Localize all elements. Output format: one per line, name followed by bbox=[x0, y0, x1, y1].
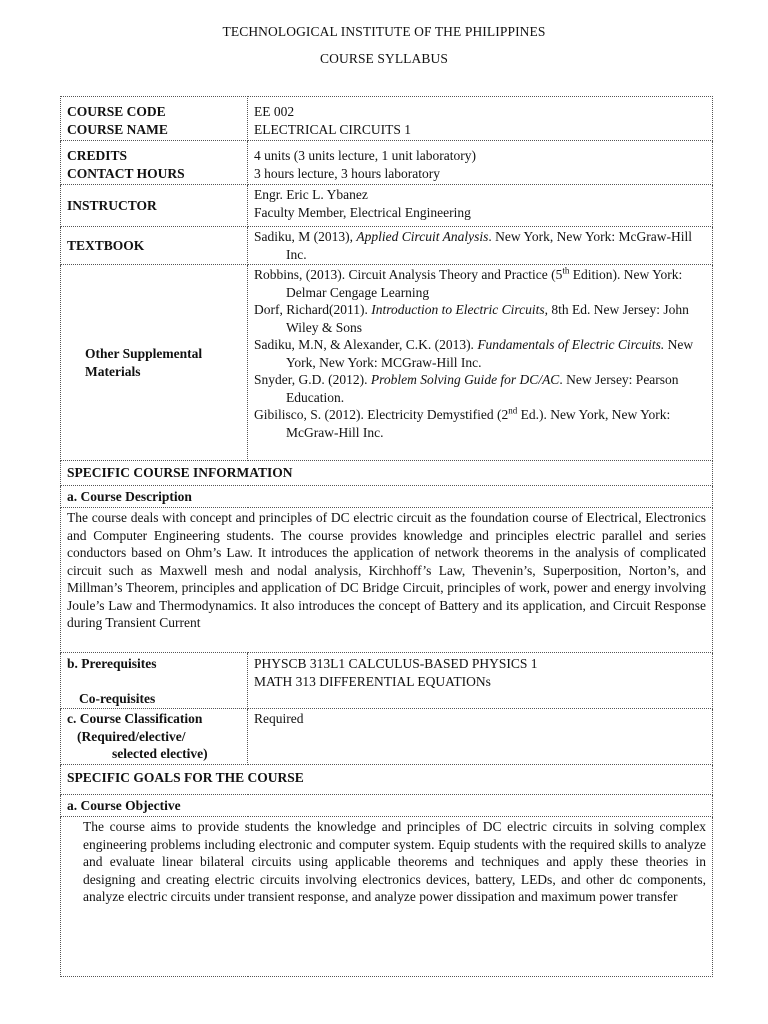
course-objective-text: The course aims to provide students the knowledge and principles of DC electric circuits in solving complex engineering problems including electronic and computer system. Equip students with the required skills to analyze and evaluate linear bilateral circuits using applicable theorems and techniques and apply these theories in designing and creating electric circuits involving electronics devices, battery, LEDs, and other dc components, analyze electric circuits under transient response, and analyze power dissipation and maximum power transfer bbox=[61, 817, 713, 977]
textbook-label: TEXTBOOK bbox=[61, 227, 248, 265]
supplemental-ref-2: Dorf, Richard(2011). Introduction to Electric Circuits, 8th Ed. New Jersey: John Wiley & Sons bbox=[254, 302, 689, 335]
course-description-text: The course deals with concept and principles of DC electric circuit as the foundation course of Electrical, Electronics and Computer Engineering students. The course provides knowledge and principles electric parallel and series conductors based on Ohm’s Law. It introduces the application of network theorems in the analysis of complicated circuit such as Maxwell mesh and nodal analysis, Kirchhoff’s Law, Thevenin’s, Superposition, Norton’s, and Millman’s Theorem, principles and application of DC Bridge Circuit, principles of work, power and energy involving Joule’s Law and Thermodynamics. It also introduces the concept of Battery and its application, and Circuit Response during Transient Current bbox=[61, 508, 713, 653]
classification-value: Required bbox=[248, 709, 713, 765]
row-objective-label bbox=[61, 794, 713, 817]
contact-hours-value: 3 hours lecture, 3 hours laboratory bbox=[254, 165, 440, 181]
specific-info-heading: SPECIFIC COURSE INFORMATION bbox=[61, 461, 713, 486]
instructor-name: Engr. Eric L. Ybanez bbox=[254, 187, 368, 202]
row-textbook bbox=[61, 227, 713, 265]
contact-hours-label: CONTACT HOURS bbox=[67, 165, 185, 181]
course-code-value: EE 002 bbox=[254, 104, 295, 119]
row-instructor bbox=[61, 185, 713, 227]
prerequisites-label: b. Prerequisites bbox=[67, 656, 157, 671]
row-goals-heading bbox=[61, 764, 713, 794]
textbook-entry: Sadiku, M (2013), Applied Circuit Analysis. New York, New York: McGraw-Hill Inc. bbox=[254, 229, 692, 262]
classification-sub-label-1: (Required/elective/ bbox=[77, 728, 186, 744]
corequisites-label: Co-requisites bbox=[79, 690, 156, 706]
supplemental-ref-5: Gibilisco, S. (2012). Electricity Demystified (2nd Ed.). New York, New York: McGraw-Hill Inc. bbox=[254, 405, 671, 440]
classification-sub-label-2: selected elective) bbox=[112, 746, 208, 761]
supplemental-label-line1: Other Supplemental bbox=[85, 346, 203, 361]
prerequisite-1: PHYSCB 313L1 CALCULUS-BASED PHYSICS 1 bbox=[254, 656, 538, 671]
course-code-label: COURSE CODE bbox=[67, 104, 166, 119]
row-specific-info-heading bbox=[61, 461, 713, 486]
supplemental-label-line2: Materials bbox=[85, 363, 141, 379]
row-classification bbox=[61, 709, 713, 765]
document-title: COURSE SYLLABUS bbox=[320, 51, 448, 66]
instructor-label: INSTRUCTOR bbox=[61, 185, 248, 227]
course-name-label: COURSE NAME bbox=[67, 121, 168, 137]
institution-name: TECHNOLOGICAL INSTITUTE OF THE PHILIPPINES bbox=[222, 24, 546, 39]
row-prerequisites bbox=[61, 653, 713, 709]
course-description-label: a. Course Description bbox=[61, 485, 713, 508]
row-credits bbox=[61, 141, 713, 185]
credits-label: CREDITS bbox=[67, 148, 128, 163]
prerequisite-2: MATH 313 DIFFERENTIAL EQUATIONs bbox=[254, 673, 491, 689]
classification-label: c. Course Classification bbox=[67, 711, 203, 726]
goals-heading: SPECIFIC GOALS FOR THE COURSE bbox=[61, 764, 713, 794]
course-name-value: ELECTRICAL CIRCUITS 1 bbox=[254, 121, 411, 137]
row-description bbox=[61, 508, 713, 653]
row-objective bbox=[61, 817, 713, 977]
supplemental-ref-4: Snyder, G.D. (2012). Problem Solving Guide for DC/AC. New Jersey: Pearson Education. bbox=[254, 372, 679, 405]
instructor-role: Faculty Member, Electrical Engineering bbox=[254, 204, 471, 220]
row-supplemental bbox=[61, 265, 713, 461]
supplemental-ref-1: Robbins, (2013). Circuit Analysis Theory and Practice (5th Edition). New York: Delmar Cengage Learning bbox=[254, 265, 683, 300]
syllabus-table bbox=[60, 96, 713, 977]
row-description-label bbox=[61, 485, 713, 508]
course-objective-label: a. Course Objective bbox=[61, 794, 713, 817]
credits-value: 4 units (3 units lecture, 1 unit laboratory) bbox=[254, 148, 476, 163]
supplemental-ref-3: Sadiku, M.N, & Alexander, C.K. (2013). Fundamentals of Electric Circuits. New York, New York: MCGraw-Hill Inc. bbox=[254, 337, 694, 370]
row-course-code bbox=[61, 97, 713, 141]
